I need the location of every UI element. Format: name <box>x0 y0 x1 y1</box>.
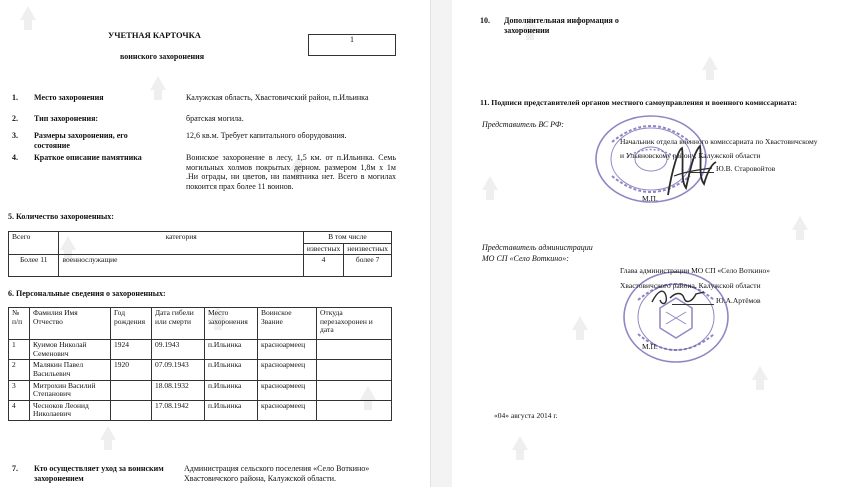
card-title: УЧЕТНАЯ КАРТОЧКА <box>108 30 201 40</box>
field-1-num: 1. <box>12 93 18 102</box>
field-1-label: Место захоронения <box>34 93 104 102</box>
field-4-num: 4. <box>12 153 18 162</box>
th-year: Год рождения <box>111 308 152 340</box>
row-place: п.Ильинка <box>205 340 258 360</box>
row-num: 1 <box>9 340 30 360</box>
page-gutter <box>430 0 454 487</box>
th-place: Место захоронения <box>205 308 258 340</box>
row-from <box>317 400 392 420</box>
th-from: Откуда перезахоронен и дата <box>317 308 392 340</box>
th-num: № п/п <box>9 308 30 340</box>
row-date: 09.1943 <box>152 340 205 360</box>
right-page <box>452 0 860 487</box>
burial-count-table <box>8 231 392 277</box>
row-rank: красноармеец <box>258 360 317 380</box>
cell-known: 4 <box>303 255 343 277</box>
row-year <box>111 400 152 420</box>
section7-value: Администрация сельского поселения «Село Воткино» Хвастовичского района, Калужской области. <box>184 464 370 483</box>
th-category: категория <box>59 232 303 255</box>
section6-heading: 6. Персональные сведения о захороненных: <box>8 289 166 298</box>
th-unknown: неизвестных <box>344 243 392 255</box>
row-name: Чесноков Леонид Николаевич <box>30 400 111 420</box>
row-year: 1924 <box>111 340 152 360</box>
table-row <box>9 340 392 360</box>
section10-num: 10. <box>480 16 490 25</box>
th-date: Дата гибели или смерти <box>152 308 205 340</box>
row-num: 2 <box>9 360 30 380</box>
admin-signature <box>648 282 708 312</box>
row-name: Малякин Павел Васильевич <box>30 360 111 380</box>
field-4-label: Краткое описание памятника <box>34 153 142 162</box>
admin-title-2: Хвастовичского района, Калужской области <box>620 281 761 290</box>
field-2-num: 2. <box>12 114 18 123</box>
card-subtitle: воинского захоронения <box>120 52 205 61</box>
table-row <box>9 400 392 420</box>
rep-admin-label-2: МО СП «Село Воткино»: <box>482 254 569 263</box>
military-signer: Ю.В. Старовойтов <box>716 164 776 173</box>
row-from <box>317 360 392 380</box>
th-rank: Воинское Звание <box>258 308 317 340</box>
row-rank: красноармеец <box>258 340 317 360</box>
th-total: Всего <box>9 232 59 255</box>
field-1-value: Калужская область, Хвастовичский район, п.Ильинка <box>186 93 369 102</box>
mp-2: М.П. <box>642 342 658 351</box>
field-2-value: братская могила. <box>186 114 244 123</box>
cell-total: Более 11 <box>9 255 59 277</box>
table-row <box>9 360 392 380</box>
personal-data-table <box>8 307 392 421</box>
row-rank: красноармеец <box>258 380 317 400</box>
military-title-1: Начальник отдела военного комиссариата по Хвастовичскому <box>620 137 818 146</box>
admin-title-1: Глава администрации МО СП «Село Воткино» <box>620 266 771 275</box>
row-place: п.Ильинка <box>205 360 258 380</box>
section5-heading: 5. Количество захороненных: <box>8 212 114 221</box>
row-rank: красноармеец <box>258 400 317 420</box>
row-date: 07.09.1943 <box>152 360 205 380</box>
field-3-num: 3. <box>12 131 18 140</box>
military-signature <box>660 140 720 202</box>
th-including: В том числе <box>303 232 391 244</box>
mp-1: М.П. <box>642 194 658 203</box>
cell-unknown: более 7 <box>344 255 392 277</box>
section7-num: 7. <box>12 464 18 473</box>
field-4-value: Воинское захоронение в лесу, 1,5 км. от п.Ильинка. Семь могильных холмов покрытых дерном. размером 1,8м х 1м .Ни ограды, ни цветов, ни памятника нет. Всего в могилах покоится прах более 11 воинов. <box>186 153 396 191</box>
row-name: Куимов Николай Семенович <box>30 340 111 360</box>
military-title-2: и Ульяновскому району, Калужской области <box>620 151 761 160</box>
cell-category: военнослужащие <box>59 255 303 277</box>
card-number-box <box>308 34 396 56</box>
row-from <box>317 380 392 400</box>
th-name: Фамилия Имя Отчество <box>30 308 111 340</box>
field-3-label: Размеры захоронения, его состояние <box>34 131 128 150</box>
row-num: 4 <box>9 400 30 420</box>
field-2-label: Тип захоронения: <box>34 114 99 123</box>
card-number: 1 <box>350 35 354 44</box>
row-year: 1920 <box>111 360 152 380</box>
field-3-value: 12,6 кв.м. Требует капитального оборудования. <box>186 131 347 140</box>
table-row <box>9 380 392 400</box>
row-num: 3 <box>9 380 30 400</box>
row-date: 18.08.1932 <box>152 380 205 400</box>
admin-signer: Ю.А.Артёмов <box>716 296 761 305</box>
rep-military-label: Представитель ВС РФ: <box>482 120 564 129</box>
row-place: п.Ильинка <box>205 400 258 420</box>
row-from <box>317 340 392 360</box>
section11-heading: 11. Подписи представителей органов местного самоуправления и военного комиссариата: <box>480 98 798 107</box>
rep-admin-label-1: Представитель администрации <box>482 243 593 252</box>
signing-date: «04» августа 2014 г. <box>494 411 558 420</box>
th-known: известных <box>303 243 343 255</box>
row-name: Митрохин Василий Степанович <box>30 380 111 400</box>
section10-label: Дополнительная информация о захоронении <box>504 16 619 35</box>
row-place: п.Ильинка <box>205 380 258 400</box>
row-date: 17.08.1942 <box>152 400 205 420</box>
section7-label: Кто осуществляет уход за воинским захоронением <box>34 464 164 483</box>
row-year <box>111 380 152 400</box>
